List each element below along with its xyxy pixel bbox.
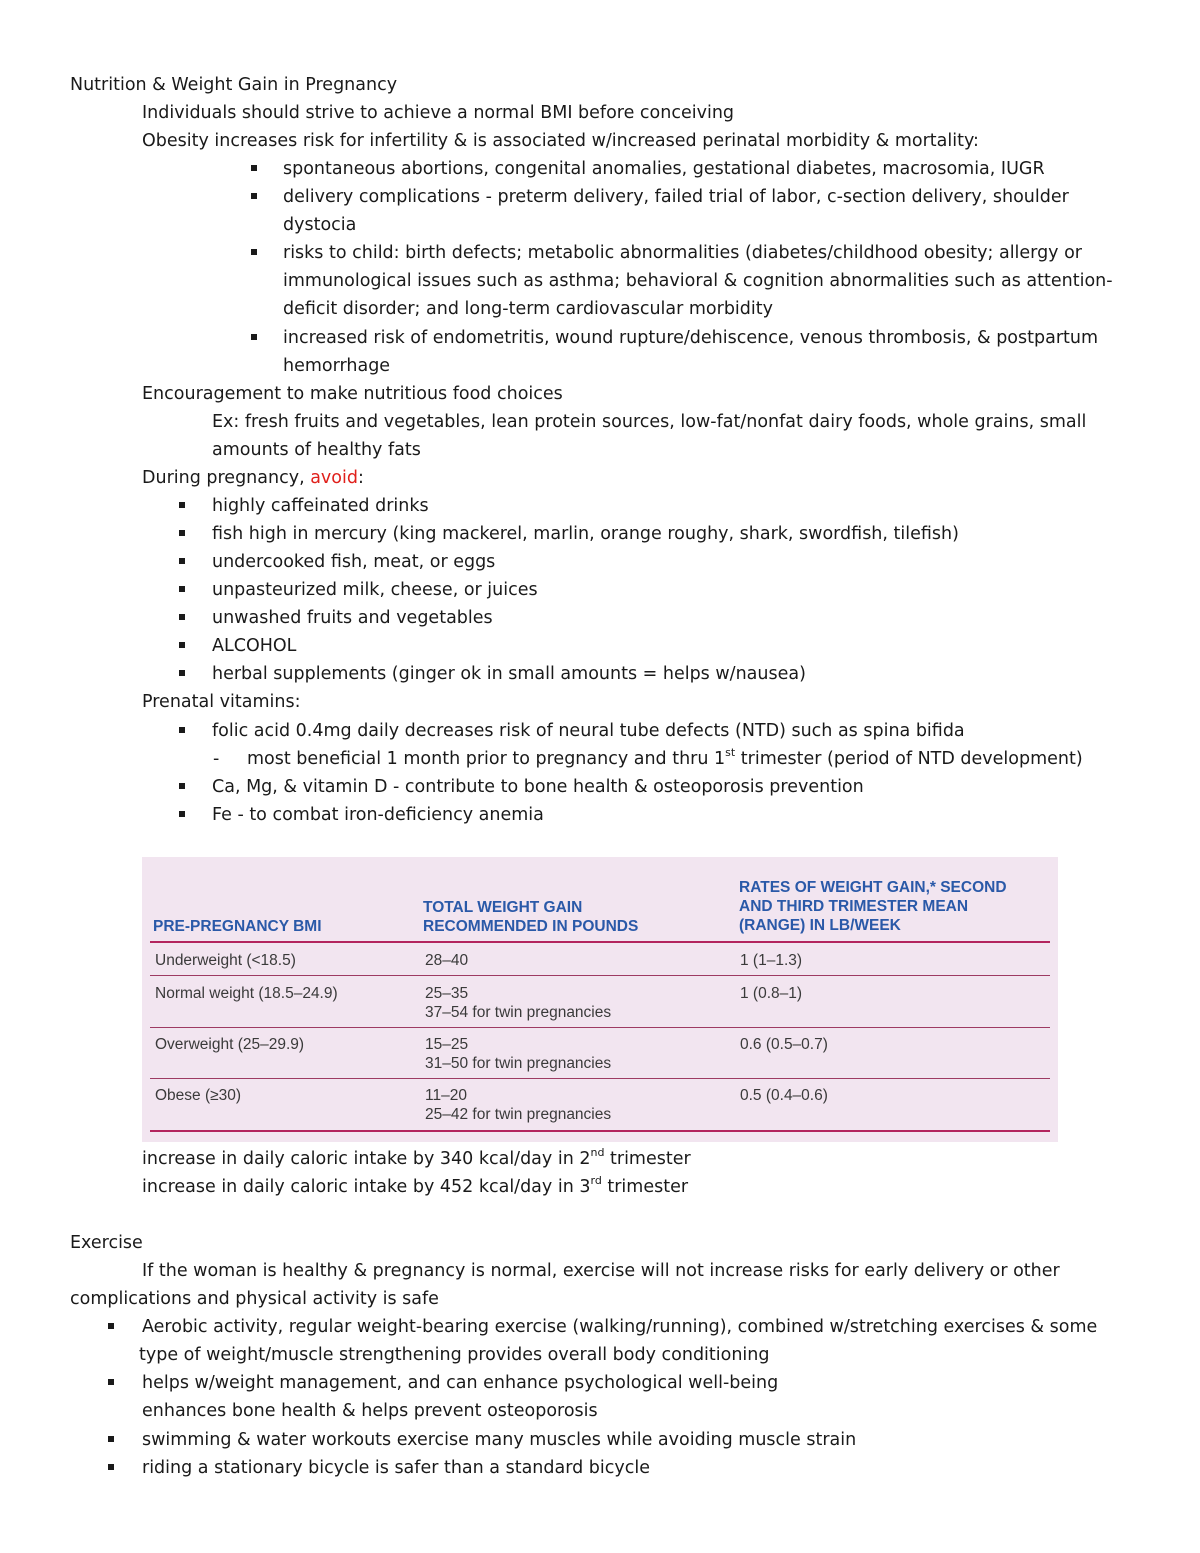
folic-sub-text: most beneficial 1 month prior to pregnancy and thru 1 xyxy=(247,749,726,769)
bullet-icon xyxy=(179,727,185,733)
bullet-icon xyxy=(251,334,257,340)
obesity-item: delivery complications - preterm delivery, failed trial of labor, c-section delivery, shoulder xyxy=(283,187,1069,207)
obesity-item: spontaneous abortions, congenital anomalies, gestational diabetes, macrosomia, IUGR xyxy=(283,159,1045,179)
header-rate-line: RATES OF WEIGHT GAIN,* SECOND xyxy=(739,879,1007,896)
vitamin-item: Fe - to combat iron-deficiency anemia xyxy=(212,805,544,825)
bullet-icon xyxy=(251,249,257,255)
bullet-icon xyxy=(108,1379,114,1385)
folic-sub-sup: st xyxy=(725,746,736,760)
example-line: Ex: fresh fruits and vegetables, lean protein sources, low-fat/nonfat dairy foods, whole grains, small xyxy=(212,412,1087,432)
avoid-item: fish high in mercury (king mackerel, marlin, orange roughy, shark, swordfish, tilefish) xyxy=(212,524,959,544)
avoid-item: highly caffeinated drinks xyxy=(212,496,429,516)
caloric-text: increase in daily caloric intake by 340 kcal/day in 2 xyxy=(142,1149,591,1169)
exercise-item-cont: type of weight/muscle strengthening provides overall body conditioning xyxy=(139,1345,770,1365)
bmi-note: Individuals should strive to achieve a normal BMI before conceiving xyxy=(142,103,735,123)
bullet-icon xyxy=(108,1323,114,1329)
encourage-heading: Encouragement to make nutritious food choices xyxy=(142,384,563,404)
bullet-icon xyxy=(179,670,185,676)
cell-twin: 37–54 for twin pregnancies xyxy=(425,1004,612,1021)
bullet-icon xyxy=(179,783,185,789)
bullet-icon xyxy=(108,1464,114,1470)
cell-bmi: Overweight (25–29.9) xyxy=(155,1036,305,1053)
avoid-item: unwashed fruits and vegetables xyxy=(212,608,493,628)
cell-total: 15–25 xyxy=(425,1036,469,1053)
obesity-item-cont: deficit disorder; and long-term cardiovascular morbidity xyxy=(283,299,773,319)
avoid-heading xyxy=(142,464,364,492)
caloric-sup: nd xyxy=(590,1146,605,1160)
bullet-icon xyxy=(179,502,185,508)
bullet-icon xyxy=(108,1436,114,1442)
exercise-intro-cont: complications and physical activity is safe xyxy=(70,1289,439,1309)
exercise-intro: If the woman is healthy & pregnancy is normal, exercise will not increase risks for early delivery or other xyxy=(142,1261,1060,1281)
avoid-suffix: : xyxy=(357,468,364,488)
example-line-cont: amounts of healthy fats xyxy=(212,440,421,460)
table-rule xyxy=(150,941,1050,943)
bullet-icon xyxy=(251,165,257,171)
avoid-item: undercooked fish, meat, or eggs xyxy=(212,552,496,572)
avoid-item: unpasteurized milk, cheese, or juices xyxy=(212,580,538,600)
cell-twin: 31–50 for twin pregnancies xyxy=(425,1055,612,1072)
cell-rate: 0.5 (0.4–0.6) xyxy=(740,1087,828,1104)
cell-rate: 1 (1–1.3) xyxy=(740,952,803,969)
cell-total: 28–40 xyxy=(425,952,469,969)
obesity-item: risks to child: birth defects; metabolic abnormalities (diabetes/childhood obesity; allergy or xyxy=(283,243,1083,263)
header-rate xyxy=(739,878,1007,935)
header-total-line: TOTAL WEIGHT GAIN xyxy=(423,899,583,916)
exercise-item: riding a stationary bicycle is safer than a standard bicycle xyxy=(142,1458,650,1478)
cell-bmi: Obese (≥30) xyxy=(155,1087,242,1104)
table-rule xyxy=(150,1078,1050,1079)
bullet-icon xyxy=(179,642,185,648)
cell-bmi: Underweight (<18.5) xyxy=(155,952,296,969)
cell-rate: 0.6 (0.5–0.7) xyxy=(740,1036,828,1053)
page-title: Nutrition & Weight Gain in Pregnancy xyxy=(70,75,398,95)
header-rate-line: (RANGE) IN LB/WEEK xyxy=(739,917,901,934)
caloric-line xyxy=(142,1145,691,1173)
header-total xyxy=(423,898,638,936)
exercise-item: swimming & water workouts exercise many muscles while avoiding muscle strain xyxy=(142,1430,857,1450)
folic-item: folic acid 0.4mg daily decreases risk of neural tube defects (NTD) such as spina bifida xyxy=(212,721,965,741)
bullet-icon xyxy=(179,530,185,536)
caloric-sup: rd xyxy=(590,1174,602,1188)
exercise-item-cont: enhances bone health & helps prevent osteoporosis xyxy=(142,1401,598,1421)
table-rule xyxy=(150,975,1050,976)
caloric-text: increase in daily caloric intake by 452 kcal/day in 3 xyxy=(142,1177,591,1197)
folic-subitem xyxy=(247,745,1083,773)
obesity-item: increased risk of endometritis, wound rupture/dehiscence, venous thrombosis, & postpartum xyxy=(283,328,1099,348)
cell-rate: 1 (0.8–1) xyxy=(740,985,803,1002)
obesity-item-cont: hemorrhage xyxy=(283,356,391,376)
header-rate-line: AND THIRD TRIMESTER MEAN xyxy=(739,898,969,915)
obesity-intro: Obesity increases risk for infertility & is associated w/increased perinatal morbidity & mortality: xyxy=(142,131,979,151)
weight-gain-table xyxy=(142,857,1058,1142)
caloric-line xyxy=(142,1173,688,1201)
table-rule xyxy=(150,1027,1050,1028)
folic-sub-text-end: trimester (period of NTD development) xyxy=(735,749,1083,769)
cell-total: 11–20 xyxy=(425,1087,467,1104)
bullet-icon xyxy=(179,811,185,817)
avoid-item: herbal supplements (ginger ok in small amounts = helps w/nausea) xyxy=(212,664,806,684)
caloric-text-end: trimester xyxy=(604,1149,691,1169)
caloric-text-end: trimester xyxy=(601,1177,689,1197)
exercise-heading: Exercise xyxy=(70,1233,143,1253)
vitamins-heading: Prenatal vitamins: xyxy=(142,692,301,712)
bullet-icon xyxy=(251,193,257,199)
cell-bmi: Normal weight (18.5–24.9) xyxy=(155,985,338,1002)
avoid-prefix: During pregnancy, xyxy=(142,468,311,488)
header-bmi: PRE-PREGNANCY BMI xyxy=(153,918,322,935)
avoid-word: avoid xyxy=(310,468,358,488)
obesity-item-cont: immunological issues such as asthma; behavioral & cognition abnormalities such as attention- xyxy=(283,271,1113,291)
obesity-item-cont: dystocia xyxy=(283,215,357,235)
header-total-line: RECOMMENDED IN POUNDS xyxy=(423,918,639,935)
cell-total: 25–35 xyxy=(425,985,469,1002)
table-rule xyxy=(150,1130,1050,1132)
exercise-item: helps w/weight management, and can enhance psychological well-being xyxy=(142,1373,779,1393)
bullet-icon xyxy=(179,614,185,620)
cell-twin: 25–42 for twin pregnancies xyxy=(425,1106,612,1123)
bullet-icon xyxy=(179,586,185,592)
dash-marker: - xyxy=(213,749,220,769)
vitamin-item: Ca, Mg, & vitamin D - contribute to bone health & osteoporosis prevention xyxy=(212,777,864,797)
avoid-item: ALCOHOL xyxy=(212,636,297,656)
bullet-icon xyxy=(179,558,185,564)
exercise-item: Aerobic activity, regular weight-bearing exercise (walking/running), combined w/stretching exercises & some xyxy=(142,1317,1098,1337)
